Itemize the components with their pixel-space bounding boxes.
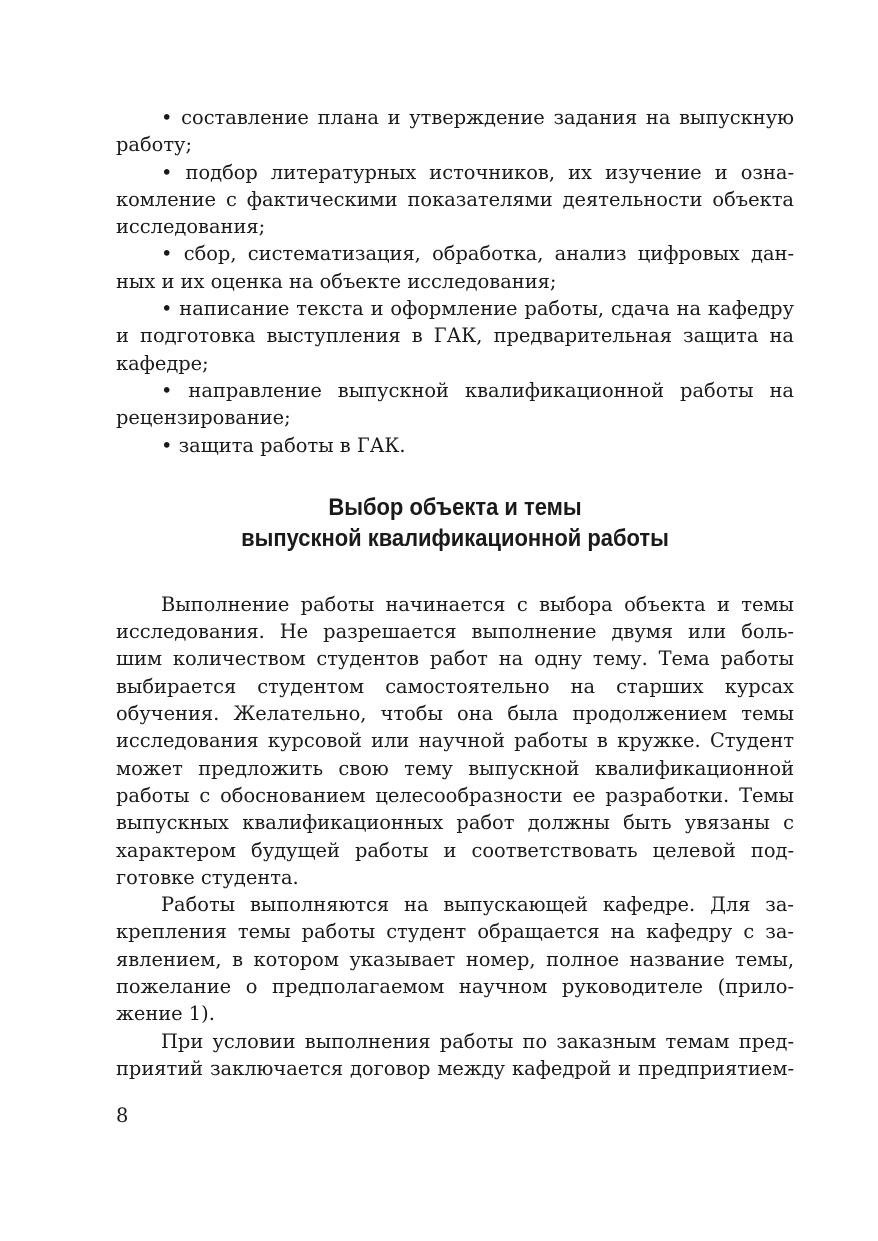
section-heading <box>116 492 794 555</box>
text-line: пожелание о предполагаемом научном руководителе (прило- <box>116 975 794 999</box>
list-line: работу; <box>116 133 192 157</box>
list-line: • сбор, систематизация, обработка, анализ цифровых дан- <box>161 242 794 266</box>
text-line: Выполнение работы начинается с выбора объекта и темы <box>161 592 794 616</box>
list-line: • защита работы в ГАК. <box>161 433 406 457</box>
text-line: готовке студента. <box>116 865 299 889</box>
text-line: работы с обоснованием целесообразности ее разработки. Темы <box>116 783 794 807</box>
text-line: может предложить свою тему выпускной квалификационной <box>116 756 794 780</box>
text-line: характером будущей работы и соответствовать целевой под- <box>116 838 794 862</box>
list-line: • направление выпускной квалификационной работы на <box>161 378 794 402</box>
page-content <box>116 104 794 1082</box>
page-number: 8 <box>116 1104 129 1127</box>
body-text <box>116 591 794 1082</box>
text-line: выпускных квалификационных работ должны быть увязаны с <box>116 811 794 835</box>
text-line: выбирается студентом самостоятельно на старших курсах <box>116 674 794 698</box>
heading-line-2: выпускной квалификационной работы <box>241 525 669 553</box>
heading-line-1: Выбор объекта и темы <box>328 493 582 521</box>
text-line: Работы выполняются на выпускающей кафедре. Для за- <box>161 893 794 917</box>
list-line: и подготовка выступления в ГАК, предварительная защита на <box>116 324 794 348</box>
text-line: крепления темы работы студент обращается на кафедру с за- <box>116 920 794 944</box>
text-line: При условии выполнения работы по заказным темам пред- <box>161 1029 794 1053</box>
text-line: шим количеством студентов работ на одну тему. Тема работы <box>116 647 794 671</box>
text-line: приятий заключается договор между кафедрой и предприятием- <box>116 1056 794 1080</box>
list-line: • написание текста и оформление работы, сдача на кафедру <box>161 297 794 321</box>
text-line: исследования. Не разрешается выполнение двумя или боль- <box>116 620 794 644</box>
list-line: рецензирование; <box>116 406 291 430</box>
list-line: исследования; <box>116 215 266 239</box>
list-line: кафедре; <box>116 351 209 375</box>
list-line: комление с фактическими показателями деятельности объекта <box>116 187 794 211</box>
text-line: жение 1). <box>116 1002 215 1026</box>
bullet-list <box>116 104 794 459</box>
list-line: • составление плана и утверждение задания на выпускную <box>161 106 794 129</box>
text-line: явлением, в котором указывает номер, полное название темы, <box>116 947 794 971</box>
text-line: исследования курсовой или научной работы в кружке. Студент <box>116 729 794 753</box>
list-line: • подбор литературных источников, их изучение и озна- <box>161 160 794 184</box>
list-line: ных и их оценка на объекте исследования; <box>116 269 557 293</box>
text-line: обучения. Желательно, чтобы она была продолжением темы <box>116 702 794 726</box>
